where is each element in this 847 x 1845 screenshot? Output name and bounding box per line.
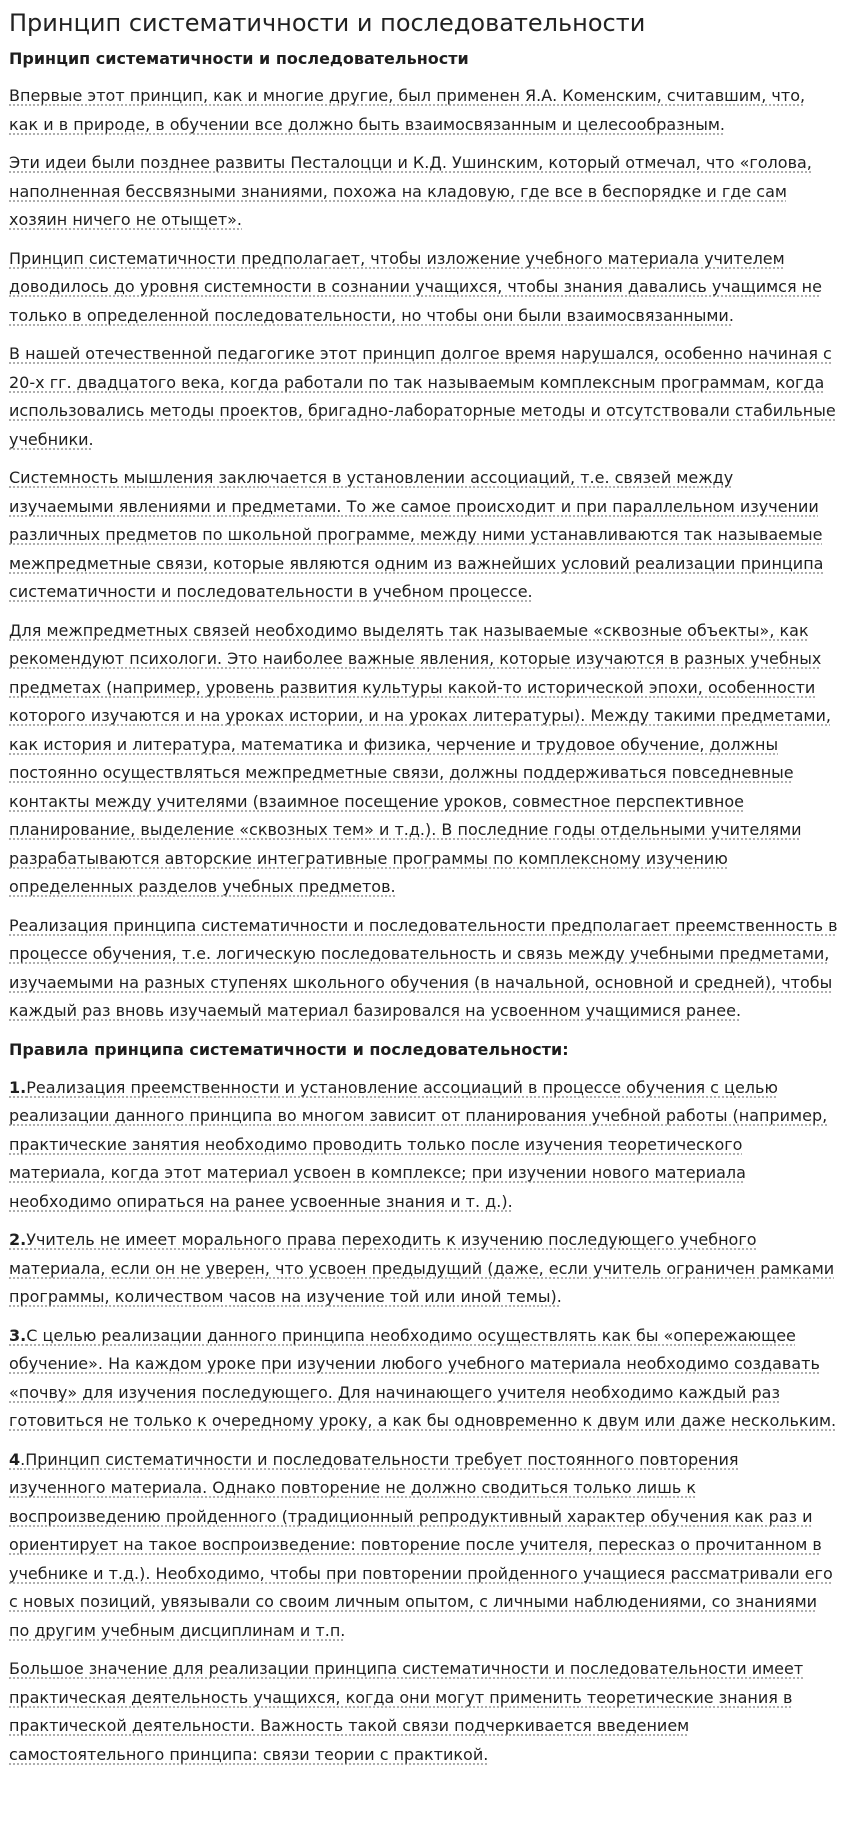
- rule-1: [9, 1074, 838, 1217]
- paragraph-3: Принцип систематичности предполагает, чтобы изложение учебного материала учителем доводилось до уровня системности в сознании учащихся, чтобы знания давались учащимся не только в определенной последовательности, но чтобы они были взаимосвязанными.: [9, 248, 822, 325]
- rule-3: [9, 1322, 838, 1436]
- rule-text: Реализация преемственности и установление ассоциаций в процессе обучения с целью реализации данного принципа во многом зависит от планирования учебной работы (например, практические занятия необходимо проводить только после изучения теоретического материала, когда этот материал усвоен в комплексе; при изучении нового материала необходимо опираться на ранее усвоенные знания и т. д.).: [9, 1077, 828, 1211]
- rule-number: 4: [9, 1449, 21, 1469]
- paragraph-4: В нашей отечественной педагогике этот принцип долгое время нарушался, особенно начиная с 20-х гг. двадцатого века, когда работали по так называемым комплексным программам, когда использовались методы проектов, бригадно-лабораторные методы и отсутствовали стабильные учебники.: [9, 344, 836, 449]
- paragraph-5: Системность мышления заключается в установлении ассоциаций, т.е. связей между изучаемыми явлениями и предметами. То же самое происходит и при параллельном изучении различных предметов по школьной программе, между ними устанавливаются так называемые межпредметные связи, которые являются одним из важнейших условий реализации принципа систематичности и последовательности в учебном процессе.: [9, 468, 824, 601]
- rule-number: 1.: [9, 1077, 27, 1097]
- paragraph-2: Эти идеи были позднее развиты Песталоцци и К.Д. Ушинским, который отмечал, что «голова, наполненная бессвязными знаниями, похожа на кладовую, где все в беспорядке и где сам хозяин ничего не отыщет».: [9, 153, 812, 229]
- paragraph-7: Реализация принципа систематичности и последовательности предполагает преемственность в процессе обучения, т.е. логическую последовательность и связь между учебными предметами, изучаемыми на разных ступенях школьного обучения (в начальной, основной и средней), чтобы каждый раз вновь изучаемый материал базировался на усвоенном учащимися ранее.: [9, 915, 838, 1020]
- section-subtitle: Принцип систематичности и последовательности: [9, 49, 469, 68]
- paragraph-6: Для межпредметных связей необходимо выделять так называемые «сквозные объекты», как рекомендуют психологи. Это наиболее важные явления, которые изучаются в разных учебных предметах (например, уровень развития культуры какой-то исторической эпохи, особенности которого изучаются и на уроках истории, и на уроках литературы). Между такими предметами, как история и литература, математика и физика, черчение и трудовое обучение, должны постоянно осуществляться межпредметные связи, должны поддерживаться повседневные контакты между учителями (взаимное посещение уроков, совместное перспективное планирование, выделение «сквозных тем» и т.д.). В последние годы отдельными учителями разрабатываются авторские интегративные программы по комплексному изучению определенных разделов учебных предметов.: [9, 620, 831, 896]
- rule-number: 3.: [9, 1325, 27, 1345]
- rule-text: .Принцип систематичности и последовательности требует постоянного повторения изученного материала. Однако повторение не должно сводиться только лишь к воспроизведению пройденного (традиционный репродуктивный характер обучения как раз и ориентирует на такое воспроизведение: повторение после учителя, пересказ о прочитанном в учебнике и т.д.). Необходимо, чтобы при повторении пройденного учащиеся рассматривали его с новых позиций, увязывали со своим личным опытом, с личными наблюдениями, со знаниями по другим учебным дисциплинам и т.п.: [9, 1449, 833, 1640]
- rules-heading: Правила принципа систематичности и последовательности:: [9, 1039, 569, 1059]
- rule-text: С целью реализации данного принципа необходимо осуществлять как бы «опережающее обучение». На каждом уроке при изучении любого учебного материала необходимо создавать «почву» для изучения последующего. Для начинающего учителя необходимо каждый раз готовиться не только к очередному уроку, а как бы одновременно к двум или даже нескольким.: [9, 1325, 837, 1430]
- rule-4: [9, 1446, 838, 1646]
- page-title: Принцип систематичности и последовательности: [9, 9, 646, 37]
- closing-paragraph: Большое значение для реализации принципа систематичности и последовательности имеет практическая деятельность учащихся, когда они могут применить теоретические знания в практической деятельности. Важность такой связи подчеркивается введением самостоятельного принципа: связи теории с практикой.: [9, 1659, 804, 1764]
- rule-text: Учитель не имеет морального права переходить к изучению последующего учебного материала, если он не уверен, что усвоен предыдущий (даже, если учитель ограничен рамками программы, количеством часов на изучение той или иной темы).: [9, 1230, 835, 1306]
- rule-number: 2.: [9, 1230, 27, 1249]
- paragraph-1: Впервые этот принцип, как и многие другие, был применен Я.А. Коменским, считавшим, что, как и в природе, в обучении все должно быть взаимосвязанным и целесообразным.: [9, 86, 806, 134]
- rule-2: [9, 1226, 838, 1312]
